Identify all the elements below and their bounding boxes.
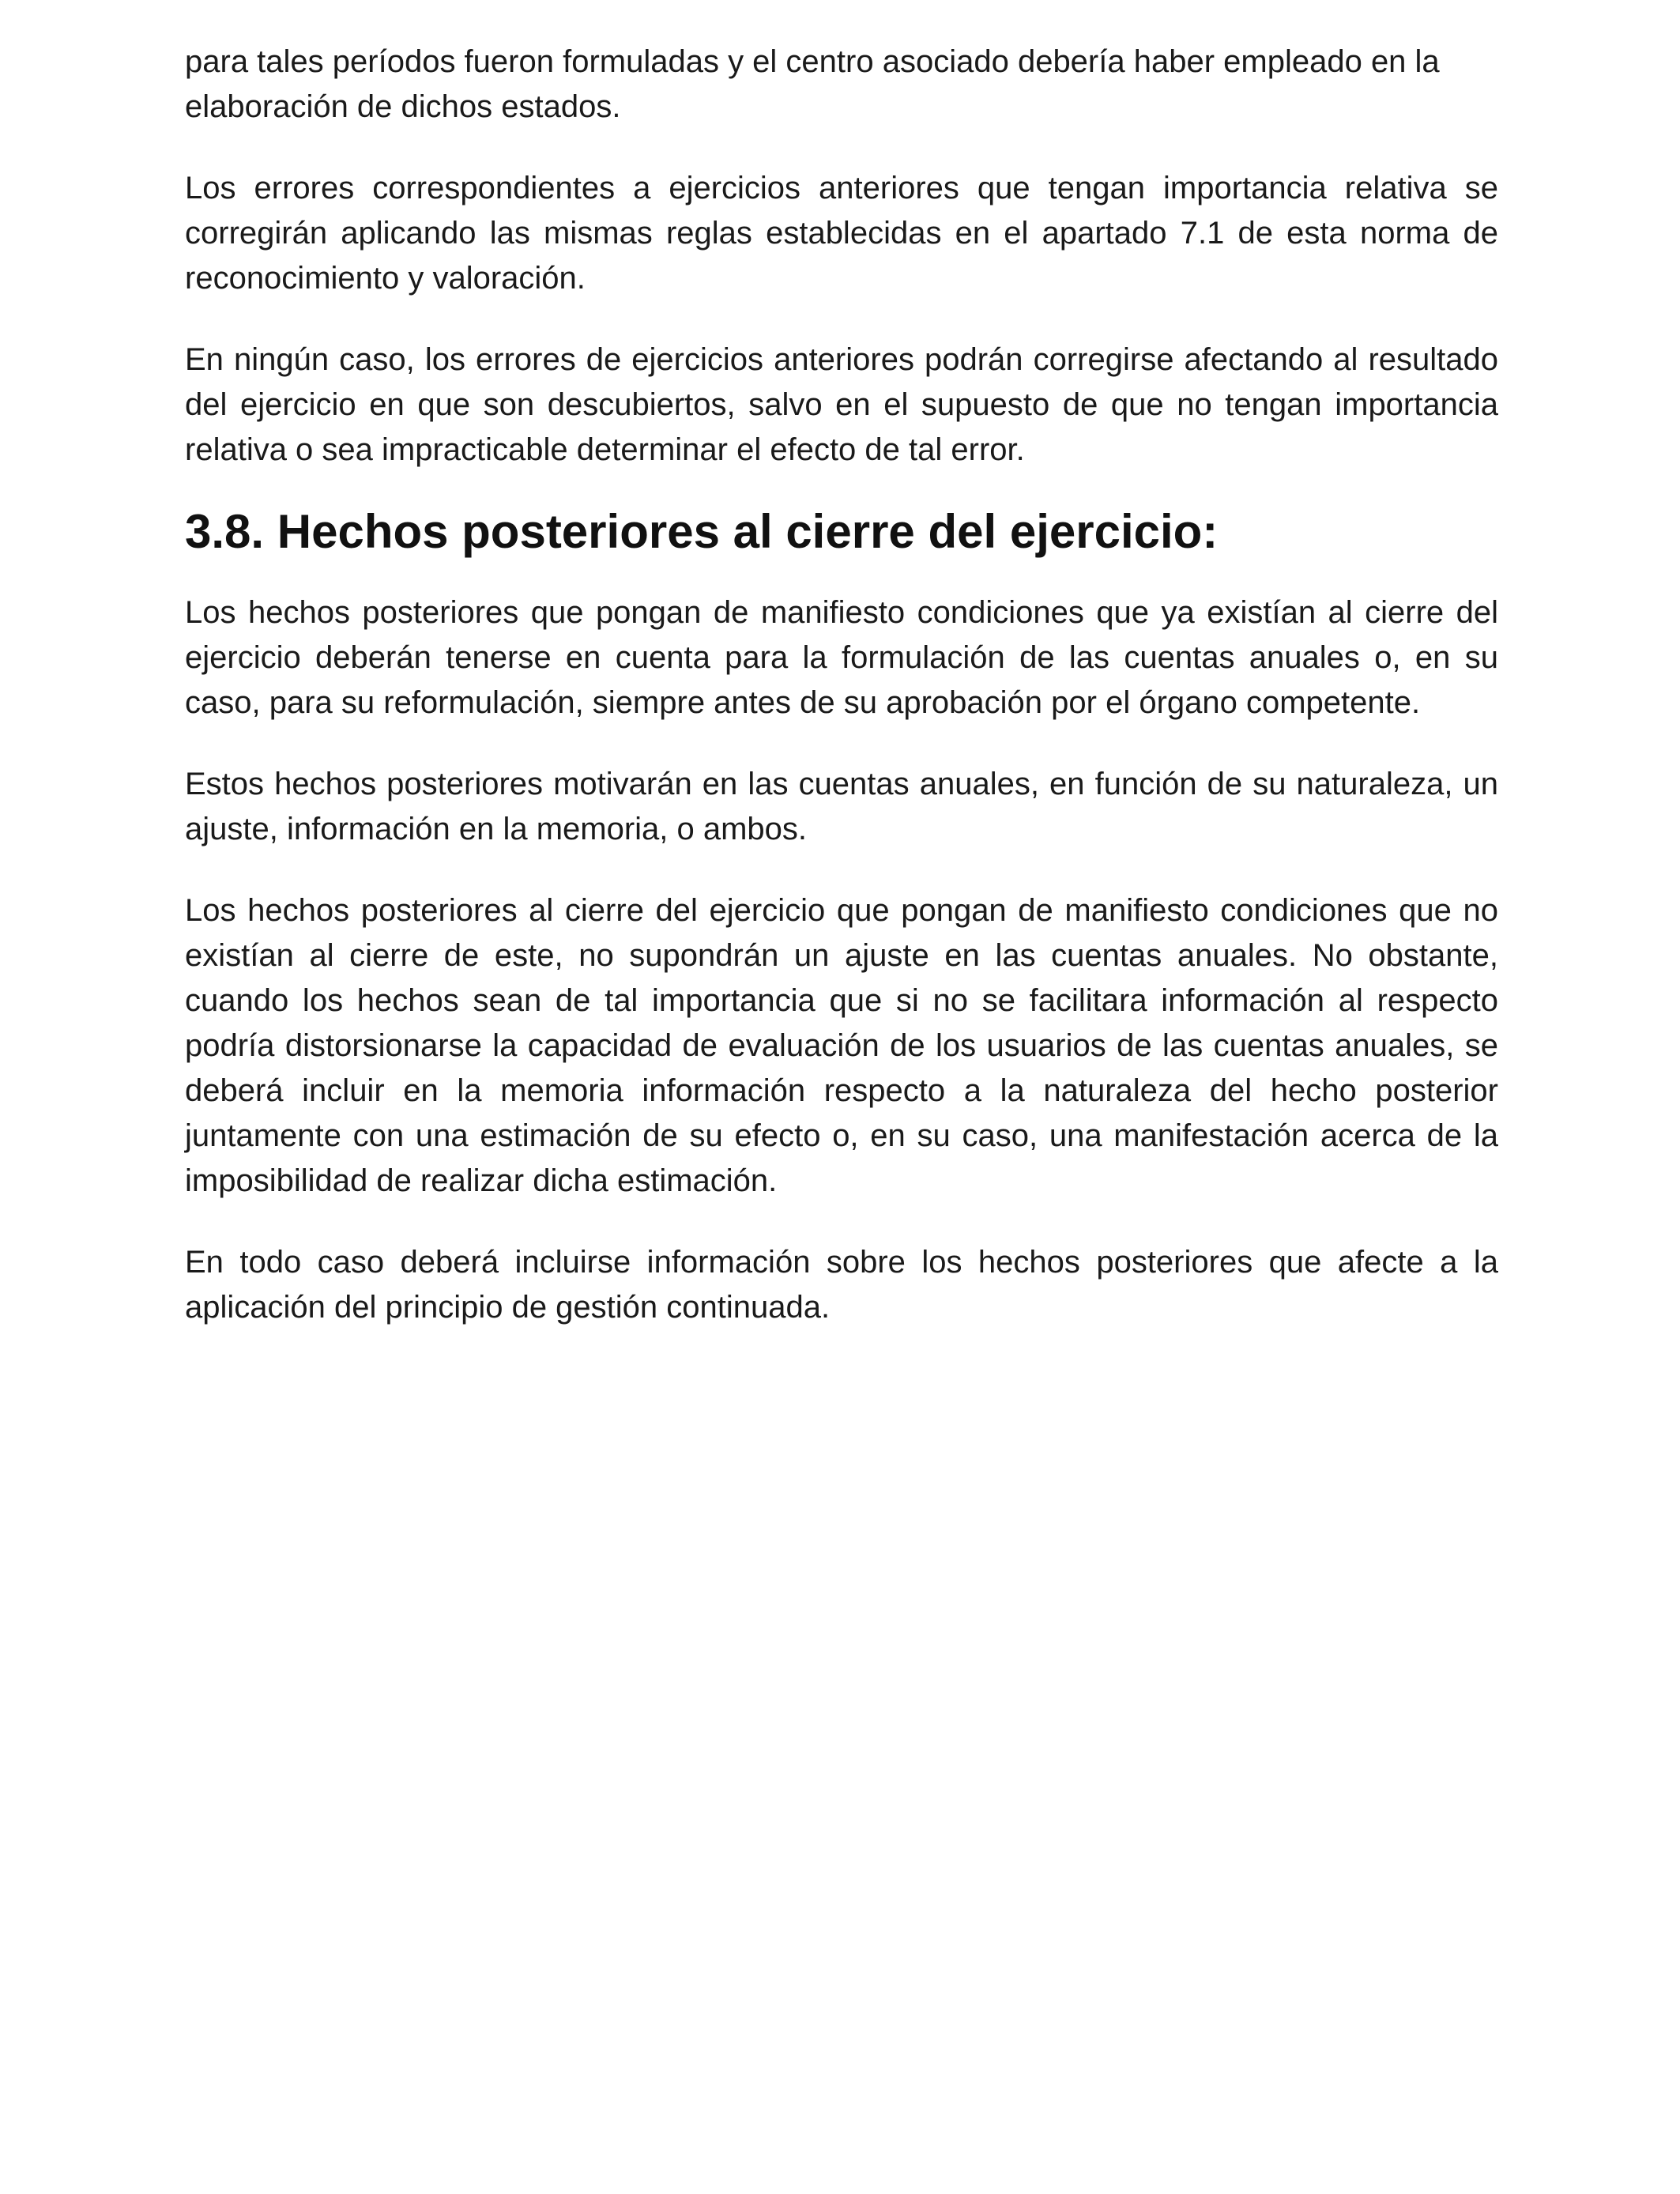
- paragraph-no-existian: Los hechos posteriores al cierre del ejercicio que pongan de manifiesto condiciones que no existían al cierre de este, no supondrán un ajuste en las cuentas anuales. No obstante, cuando los hechos sean de tal importancia que si no se facilitara información al respecto podría distorsionarse la capacidad de evaluación de los usuarios de las cuentas anuales, se deberá incluir en la memoria información respecto a la naturaleza del hecho posterior juntamente con una estimación de su efecto o, en su caso, una manifestación acerca de la imposibilidad de realizar dicha estimación.: [185, 893, 1498, 1198]
- paragraph-continuation: para tales períodos fueron formuladas y el centro asociado debería haber empleado en la elaboración de dichos estados.: [185, 44, 1440, 124]
- paragraph-ningun-caso: En ningún caso, los errores de ejercicios anteriores podrán corregirse afectando al resultado del ejercicio en que son descubiertos, salvo en el supuesto de que no tengan importancia relativa o sea impracticable determinar el efecto de tal error.: [185, 342, 1498, 467]
- paragraph-hechos-posteriores: Los hechos posteriores que pongan de manifiesto condiciones que ya existían al cierre del ejercicio deberán tenerse en cuenta para la formulación de las cuentas anuales o, en su caso, para su reformulación, siempre antes de su aprobación por el órgano competente.: [185, 595, 1498, 720]
- paragraph-errores-anteriores: Los errores correspondientes a ejercicios anteriores que tengan importancia relativa se corregirán aplicando las mismas reglas establecidas en el apartado 7.1 de esta norma de reconocimiento y valoración.: [185, 171, 1498, 296]
- paragraph-estos-hechos: Estos hechos posteriores motivarán en las cuentas anuales, en función de su naturaleza, un ajuste, información en la memoria, o ambos.: [185, 767, 1498, 846]
- section-heading: 3.8. Hechos posteriores al cierre del ejercicio:: [185, 505, 1219, 558]
- paragraph-gestion-continuada: En todo caso deberá incluirse información sobre los hechos posteriores que afecte a la aplicación del principio de gestión continuada.: [185, 1245, 1498, 1325]
- document-body: [185, 40, 1498, 1367]
